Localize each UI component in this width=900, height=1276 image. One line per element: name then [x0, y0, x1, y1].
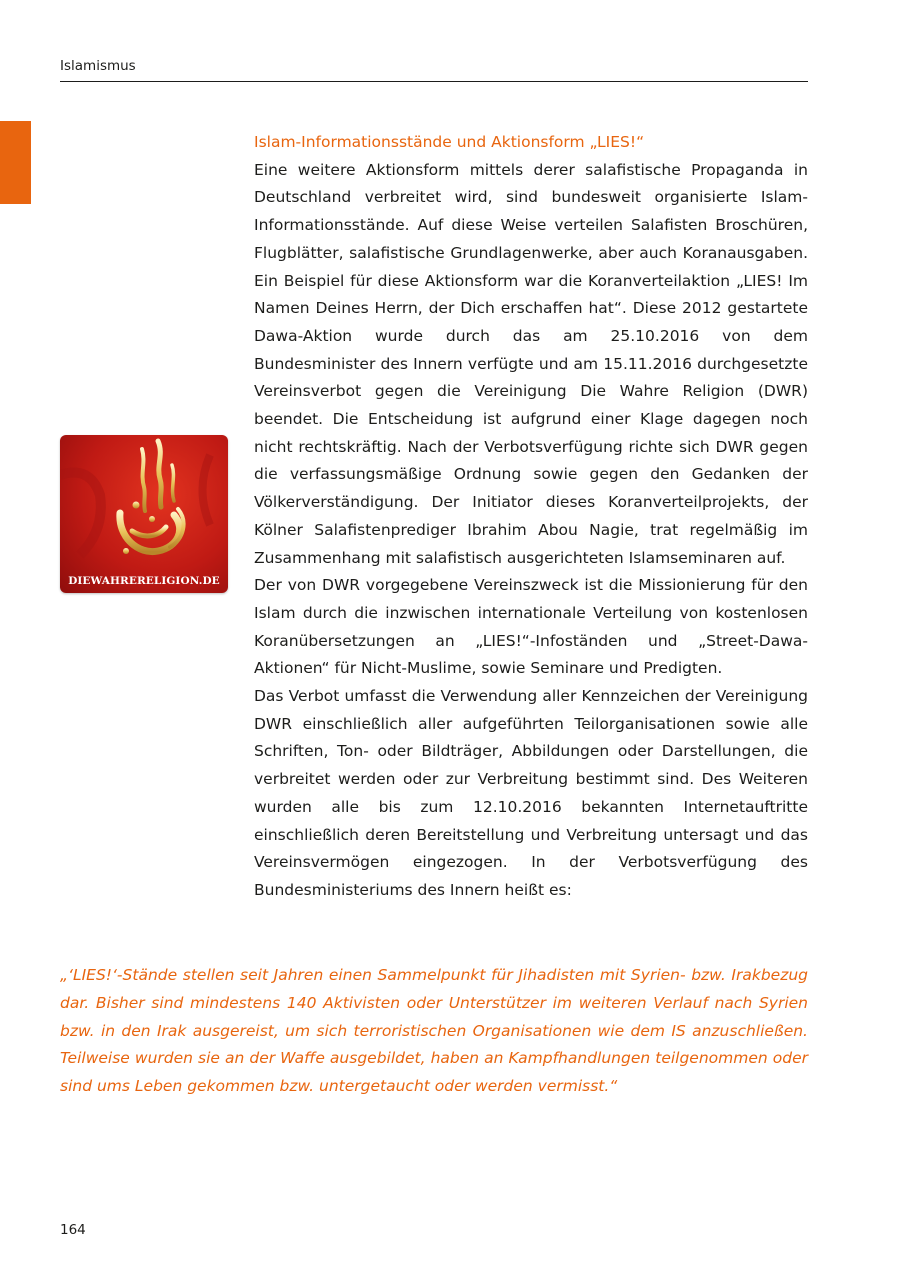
section-heading: Islam-Informationsstände und Aktionsform „LIES!“	[254, 133, 645, 151]
main-column	[254, 129, 808, 905]
chapter-tab-marker	[0, 121, 31, 204]
body-paragraph: Eine weitere Aktionsform mittels derer salafistische Propaganda in Deutschland verbreitet wird, sind bundesweit organisierte Islam-Informationsstände. Auf diese Weise verteilen Salafisten Broschüren, Flugblätter, salafistische Grundlagenwerke, aber auch Koranausgaben. Ein Beispiel für diese Aktionsform war die Koranverteilaktion „LIES! Im Namen Deines Herrn, der Dich erschaffen hat“. Diese 2012 gestartete Dawa-Aktion wurde durch das am 25.10.2016 von dem Bundesminister des Innern verfügte und am 15.11.2016 durchgesetzte Vereinsverbot gegen die Vereinigung Die Wahre Religion (DWR) beendet. Die Entscheidung ist aufgrund einer Klage dagegen noch nicht rechtskräftig. Nach der Verbotsverfügung richte sich DWR gegen die verfassungsmäßige Ordnung sowie gegen den Gedanken der Völkerverständigung. Der Initiator dieses Koranverteilprojekts, der Kölner Salafistenprediger Ibrahim Abou Nagie, trat regelmäßig im Zusammenhang mit salafistisch ausgerichteten Islamseminaren auf.	[254, 160, 808, 567]
header-rule	[60, 81, 808, 82]
ministry-quote: „‘LIES!‘-Stände stellen seit Jahren einen Sammelpunkt für Jihadisten mit Syrien- bzw. Irakbezug dar. Bisher sind mindestens 140 Aktivisten oder Unterstützer im weiteren Verlauf nach Syrien bzw. in den Irak ausgereist, um sich terroristischen Organisationen wie dem IS anzuschließen. Teilweise wurden sie an der Waffe ausgebildet, haben an Kampfhandlungen teilgenommen oder sind ums Leben gekommen bzw. untergetaucht oder werden vermisst.“	[60, 966, 808, 1096]
body-paragraph: Der von DWR vorgegebene Vereinszweck ist die Missionierung für den Islam durch die inzwischen internationale Verteilung von kostenlosen Koranübersetzungen an „LIES!“-Infoständen und „Street-Dawa-Aktionen“ für Nicht-Muslime, sowie Seminare und Predigten.	[254, 576, 808, 678]
logo-caption: DIEWAHRERELIGION.DE	[68, 575, 220, 587]
diewahrereligion-logo	[60, 435, 228, 593]
running-title: Islamismus	[60, 58, 136, 74]
page-number: 164	[60, 1222, 86, 1238]
arabic-calligraphy-icon	[60, 435, 228, 593]
body-paragraph: Das Verbot umfasst die Verwendung aller Kennzeichen der Vereinigung DWR einschließlich aller aufgeführten Teilorganisationen sowie alle Schriften, Ton- oder Bildträger, Abbildungen oder Darstellungen, die verbreitet werden oder zur Verbreitung bestimmt sind. Des Weiteren wurden alle bis zum 12.10.2016 bekannten Internetauftritte einschließlich deren Bereitstellung und Verbreitung untersagt und das Vereinsvermögen eingezogen. In der Verbotsverfügung des Bundesministeriums des Innern heißt es:	[254, 687, 808, 899]
